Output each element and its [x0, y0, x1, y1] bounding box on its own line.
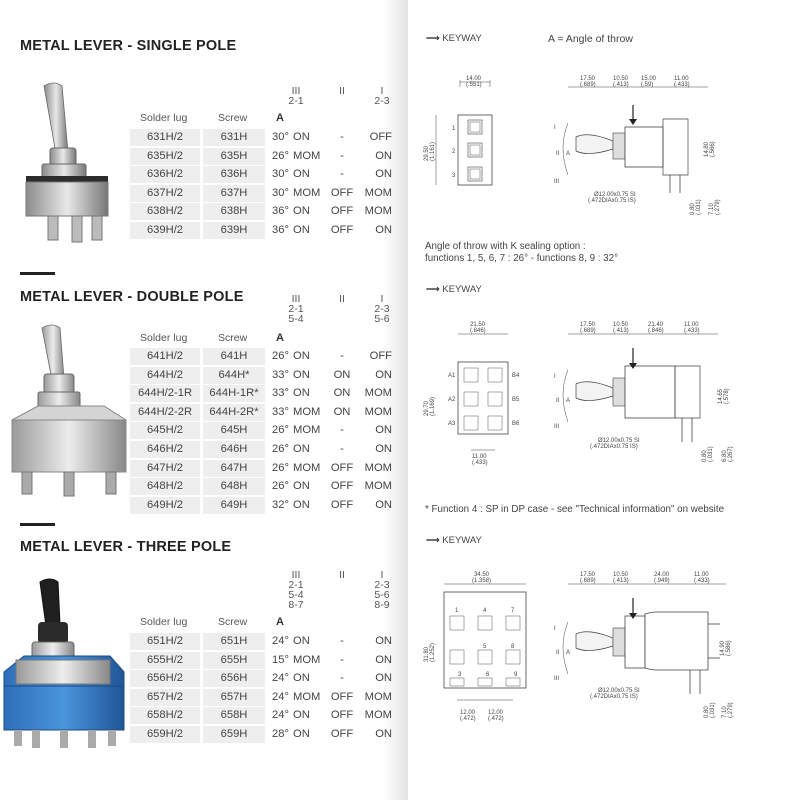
function-4-note: * Function 4 : SP in DP case - see "Technical information" on website — [425, 504, 725, 515]
term-3: 3 — [452, 173, 456, 179]
double-pole-position-header: II — [339, 293, 345, 305]
svg-text:31.80: 31.80 — [424, 646, 430, 662]
svg-text:(.433): (.433) — [674, 82, 690, 88]
double-pole-position-header: 2-1 — [288, 303, 304, 315]
pos3-cell: MOM — [293, 690, 321, 703]
svg-text:(.689): (.689) — [580, 82, 596, 88]
angle-cell: 33° — [272, 368, 289, 381]
screw-cell: 644H* — [203, 367, 265, 384]
screw-cell: 636H — [203, 166, 265, 183]
svg-text:(1.252): (1.252) — [430, 642, 436, 662]
single-pole-position-header: III — [291, 85, 301, 97]
single-pole-solder-lug-header: Solder lug — [140, 112, 188, 124]
svg-text:B4: B4 — [512, 373, 520, 379]
solder-lug-cell: 648H/2 — [130, 478, 200, 495]
pos1-cell: ON — [375, 672, 392, 685]
svg-text:(.566): (.566) — [710, 141, 716, 157]
solder-lug-cell: 639H/2 — [130, 222, 200, 239]
svg-text:7: 7 — [511, 608, 515, 614]
screw-cell: 657H — [203, 689, 265, 706]
angle-cell: 24° — [272, 635, 289, 647]
arrow-right-icon: ⟶ — [426, 284, 440, 295]
right-page — [408, 0, 800, 800]
screw-cell: 647H — [203, 460, 265, 477]
svg-text:10.50: 10.50 — [613, 572, 629, 578]
pos3-cell: ON — [293, 498, 310, 511]
three-pole-position-header: 5-4 — [288, 589, 304, 601]
arrow-right-icon: ⟶ — [426, 33, 440, 44]
angle-legend: A = Angle of throw — [548, 33, 633, 45]
k-sealing-note: Angle of throw with K sealing option : — [425, 241, 586, 252]
pos2-cell: - — [340, 443, 344, 455]
solder-lug-cell: 631H/2 — [130, 129, 200, 146]
svg-text:II: II — [556, 650, 560, 656]
pos3-cell: MOM — [293, 149, 321, 162]
three-pole-position-header: 5-6 — [374, 589, 390, 601]
screw-cell: 655H — [203, 652, 265, 669]
pos3-cell: ON — [293, 443, 310, 455]
pos1-cell: ON — [375, 728, 392, 740]
screw-cell: 638H — [203, 203, 265, 220]
svg-text:10.50: 10.50 — [613, 322, 629, 328]
svg-text:14.80: 14.80 — [704, 141, 710, 157]
single-pole-section-title: METAL LEVER - SINGLE POLE — [20, 38, 237, 54]
screw-cell: 645H — [203, 422, 265, 439]
pos1-cell: ON — [375, 443, 392, 455]
pos2-cell: OFF — [330, 728, 354, 740]
svg-text:10.50: 10.50 — [613, 76, 629, 82]
three-pole-side-view — [554, 572, 734, 718]
pos1-cell: ON — [375, 498, 392, 511]
svg-text:(.689): (.689) — [580, 328, 596, 334]
svg-text:7.10: 7.10 — [709, 203, 715, 215]
angle-cell: 33° — [272, 405, 289, 418]
three-pole-position-header: 8-9 — [374, 599, 390, 611]
svg-text:I: I — [554, 374, 556, 380]
pos1-cell: MOM — [364, 480, 392, 493]
single-pole-side-view — [554, 76, 721, 215]
double-pole-side-view — [554, 322, 734, 462]
double-pole-drawing — [408, 320, 800, 480]
screw-cell: 644H-2R* — [203, 404, 265, 421]
double-pole-position-header: 5-6 — [374, 313, 390, 325]
three-pole-section-title: METAL LEVER - THREE POLE — [20, 539, 232, 555]
svg-text:8: 8 — [511, 644, 515, 650]
pos2-cell: ON — [333, 368, 351, 381]
pos2-cell: OFF — [330, 461, 354, 474]
three-pole-position-header: 2-1 — [288, 579, 304, 591]
three-pole-switch-photo — [0, 576, 130, 754]
pos1-cell: OFF — [369, 131, 392, 143]
svg-text:11.00: 11.00 — [684, 322, 699, 328]
single-pole-position-header: 2-3 — [374, 95, 390, 107]
pos3-cell: ON — [293, 635, 310, 647]
angle-cell: 26° — [272, 149, 289, 162]
svg-text:24.00: 24.00 — [654, 572, 670, 578]
svg-text:4: 4 — [483, 608, 487, 614]
single-pole-position-header: 2-1 — [288, 95, 304, 107]
pos1-cell: MOM — [364, 461, 392, 474]
dim-w1: 14.00 — [466, 76, 482, 82]
double-pole-screw-header: Screw — [218, 332, 248, 344]
pos2-cell: - — [340, 350, 344, 362]
svg-text:11.00: 11.00 — [694, 572, 709, 578]
angle-cell: 26° — [272, 350, 289, 362]
svg-text:(.413): (.413) — [613, 578, 629, 584]
pos1-cell: ON — [375, 368, 392, 381]
svg-text:(1.358): (1.358) — [472, 578, 492, 584]
single-pole-angle-header: A — [276, 112, 284, 124]
three-pole-angle-header: A — [276, 616, 284, 628]
svg-text:A1: A1 — [448, 373, 456, 379]
svg-text:(.433): (.433) — [472, 460, 488, 466]
pos1-cell: ON — [375, 168, 392, 181]
pos3-cell: MOM — [293, 461, 321, 474]
solder-lug-cell: 659H/2 — [130, 726, 200, 743]
pos3-cell: MOM — [293, 405, 321, 418]
single-pole-screw-header: Screw — [218, 112, 248, 124]
three-pole-position-header: 2-3 — [374, 579, 390, 591]
pos2-cell: OFF — [330, 186, 354, 199]
pos3-cell: MOM — [293, 424, 321, 437]
screw-cell: 659H — [203, 726, 265, 743]
three-pole-front-view — [424, 572, 526, 722]
svg-text:I: I — [554, 125, 556, 131]
svg-text:9: 9 — [514, 672, 518, 678]
pos1-cell: MOM — [364, 205, 392, 218]
solder-lug-cell: 644H/2 — [130, 367, 200, 384]
pos1-cell: MOM — [364, 387, 392, 400]
double-pole-front-view — [424, 322, 520, 466]
pos1-cell: ON — [375, 653, 392, 666]
pos1-cell: OFF — [369, 350, 392, 362]
svg-text:21.50: 21.50 — [470, 322, 486, 328]
pos2-cell: - — [340, 131, 344, 143]
svg-text:6.80: 6.80 — [722, 450, 728, 462]
angle-cell: 26° — [272, 461, 289, 474]
double-pole-angle-header: A — [276, 332, 284, 344]
angle-cell: 33° — [272, 387, 289, 400]
double-pole-section-bar — [20, 272, 55, 275]
solder-lug-cell: 646H/2 — [130, 441, 200, 458]
single-pole-switch-photo — [18, 78, 123, 248]
solder-lug-cell: 638H/2 — [130, 203, 200, 220]
svg-text:(1.169): (1.169) — [430, 396, 436, 416]
svg-text:(.846): (.846) — [648, 328, 664, 334]
solder-lug-cell: 656H/2 — [130, 670, 200, 687]
svg-text:A3: A3 — [448, 421, 456, 427]
svg-text:(.689): (.689) — [580, 578, 596, 584]
screw-cell: 651H — [203, 633, 265, 650]
svg-text:(.413): (.413) — [613, 82, 629, 88]
svg-text:(.472DIAx0.75 IS): (.472DIAx0.75 IS) — [588, 198, 636, 204]
svg-text:(.472DIAx0.75 IS): (.472DIAx0.75 IS) — [590, 444, 638, 450]
svg-text:1: 1 — [455, 608, 459, 614]
solder-lug-cell: 647H/2 — [130, 460, 200, 477]
svg-text:(.578): (.578) — [724, 388, 730, 404]
pos3-cell: ON — [293, 224, 310, 236]
svg-text:0.80: 0.80 — [704, 706, 710, 718]
angle-cell: 30° — [272, 168, 289, 181]
svg-text:(.433): (.433) — [694, 578, 710, 584]
angle-cell: 26° — [272, 424, 289, 437]
svg-text:(.031): (.031) — [696, 199, 702, 215]
svg-text:0.80: 0.80 — [690, 203, 696, 215]
svg-text:A2: A2 — [448, 397, 456, 403]
solder-lug-cell: 658H/2 — [130, 707, 200, 724]
angle-cell: 30° — [272, 186, 289, 199]
svg-text:(.031): (.031) — [710, 702, 716, 718]
svg-text:5: 5 — [483, 644, 487, 650]
solder-lug-cell: 649H/2 — [130, 497, 200, 514]
svg-text:II: II — [556, 398, 560, 404]
svg-text:III: III — [554, 179, 560, 185]
angle-cell: 28° — [272, 728, 289, 740]
angle-cell: 30° — [272, 131, 289, 143]
three-pole-screw-header: Screw — [218, 616, 248, 628]
angle-cell: 24° — [272, 690, 289, 703]
svg-text:12.00: 12.00 — [460, 710, 476, 716]
pos3-cell: ON — [293, 368, 310, 381]
svg-text:(.031): (.031) — [708, 446, 714, 462]
pos1-cell: MOM — [364, 709, 392, 722]
pos2-cell: - — [340, 672, 344, 685]
pos3-cell: ON — [293, 709, 310, 722]
solder-lug-cell: 651H/2 — [130, 633, 200, 650]
single-pole-front-view — [424, 76, 492, 185]
svg-text:III: III — [554, 424, 560, 430]
double-pole-position-header: 5-4 — [288, 313, 304, 325]
double-pole-position-header: III — [291, 293, 301, 305]
svg-text:12.00: 12.00 — [488, 710, 504, 716]
svg-text:A: A — [566, 650, 571, 656]
single-pole-position-header: I — [380, 85, 384, 97]
term-1: 1 — [452, 126, 456, 132]
svg-text:0.80: 0.80 — [702, 450, 708, 462]
svg-text:(.59): (.59) — [641, 82, 654, 88]
svg-text:Ø12.00x0.75 SI: Ø12.00x0.75 SI — [598, 688, 640, 694]
angle-cell: 32° — [272, 498, 289, 511]
screw-cell: 648H — [203, 478, 265, 495]
single-pole-drawing — [408, 75, 800, 225]
svg-text:(.279): (.279) — [715, 199, 721, 215]
angle-cell: 36° — [272, 224, 289, 236]
keyway-label-3: ⟶ KEYWAY — [426, 535, 482, 546]
angle-cell: 26° — [272, 443, 289, 455]
svg-text:I: I — [554, 626, 556, 632]
pos2-cell: ON — [333, 405, 351, 418]
svg-text:(.413): (.413) — [613, 328, 629, 334]
solder-lug-cell: 635H/2 — [130, 148, 200, 165]
angle-cell: 15° — [272, 653, 289, 666]
three-pole-position-header: I — [380, 569, 384, 581]
svg-text:(.949): (.949) — [654, 578, 670, 584]
double-pole-position-header: 2-3 — [374, 303, 390, 315]
svg-text:A: A — [566, 398, 571, 404]
svg-text:(.846): (.846) — [470, 328, 486, 334]
solder-lug-cell: 657H/2 — [130, 689, 200, 706]
pos1-cell: MOM — [364, 690, 392, 703]
pos3-cell: ON — [293, 728, 310, 740]
svg-text:17.50: 17.50 — [580, 572, 596, 578]
double-pole-section-title: METAL LEVER - DOUBLE POLE — [20, 289, 244, 305]
three-pole-position-header: III — [291, 569, 301, 581]
screw-cell: 646H — [203, 441, 265, 458]
pos3-cell: ON — [293, 131, 310, 143]
pos1-cell: ON — [375, 224, 392, 236]
three-pole-solder-lug-header: Solder lug — [140, 616, 188, 628]
solder-lug-cell: 636H/2 — [130, 166, 200, 183]
three-pole-drawing — [408, 568, 800, 738]
svg-text:(.472): (.472) — [488, 716, 504, 722]
term-2: 2 — [452, 149, 456, 155]
svg-text:6: 6 — [486, 672, 490, 678]
svg-text:14.65: 14.65 — [718, 388, 724, 404]
pos3-cell: MOM — [293, 653, 321, 666]
pos1-cell: ON — [375, 149, 392, 162]
pos3-cell: ON — [293, 168, 310, 181]
svg-text:29.70: 29.70 — [424, 400, 430, 416]
pos3-cell: ON — [293, 387, 310, 400]
svg-text:11.00: 11.00 — [674, 76, 689, 82]
pos3-cell: MOM — [293, 186, 321, 199]
pos1-cell: ON — [375, 635, 392, 647]
svg-text:21.40: 21.40 — [648, 322, 664, 328]
dim-h1i: (1.161) — [430, 141, 436, 161]
angle-cell: 24° — [272, 672, 289, 685]
screw-cell: 656H — [203, 670, 265, 687]
dim-w1i: (.551) — [466, 82, 482, 88]
svg-text:(.472): (.472) — [460, 716, 476, 722]
svg-text:A: A — [566, 151, 571, 157]
k-sealing-note-2: functions 1, 5, 6, 7 : 26° - functions 8, 9 : 32° — [425, 253, 619, 264]
keyway-label-2: ⟶ KEYWAY — [426, 284, 482, 295]
pos2-cell: OFF — [330, 224, 354, 236]
double-pole-solder-lug-header: Solder lug — [140, 332, 188, 344]
three-pole-position-header: II — [339, 569, 345, 581]
pos2-cell: OFF — [330, 498, 354, 511]
solder-lug-cell: 645H/2 — [130, 422, 200, 439]
pos3-cell: ON — [293, 205, 310, 218]
pos1-cell: MOM — [364, 405, 392, 418]
screw-cell: 641H — [203, 348, 265, 365]
screw-cell: 639H — [203, 222, 265, 239]
double-pole-position-header: I — [380, 293, 384, 305]
svg-text:III: III — [554, 676, 560, 682]
pos2-cell: - — [340, 149, 344, 162]
angle-cell: 24° — [272, 709, 289, 722]
svg-text:7.10: 7.10 — [722, 706, 728, 718]
pos2-cell: - — [340, 424, 344, 437]
svg-text:B6: B6 — [512, 421, 520, 427]
svg-text:Ø12.00x0.75 SI: Ø12.00x0.75 SI — [594, 192, 636, 198]
svg-text:(.472DIAx0.75 IS): (.472DIAx0.75 IS) — [590, 694, 638, 700]
keyway-label-1: ⟶ KEYWAY — [426, 33, 482, 44]
dim-h1: 29.50 — [424, 145, 430, 161]
pos1-cell: MOM — [364, 186, 392, 199]
svg-text:II: II — [556, 151, 560, 157]
pos1-cell: ON — [375, 424, 392, 437]
svg-text:(.279): (.279) — [728, 702, 734, 718]
angle-cell: 36° — [272, 205, 289, 218]
svg-text:34.50: 34.50 — [474, 572, 490, 578]
pos3-cell: ON — [293, 350, 310, 362]
screw-cell: 649H — [203, 497, 265, 514]
svg-text:3: 3 — [458, 672, 462, 678]
pos3-cell: ON — [293, 480, 310, 493]
pos2-cell: - — [340, 168, 344, 181]
pos2-cell: OFF — [330, 205, 354, 218]
angle-cell: 26° — [272, 480, 289, 493]
svg-text:(.586): (.586) — [726, 640, 732, 656]
svg-text:(.433): (.433) — [684, 328, 700, 334]
double-pole-switch-photo — [8, 322, 133, 500]
screw-cell: 631H — [203, 129, 265, 146]
solder-lug-cell: 641H/2 — [130, 348, 200, 365]
single-pole-position-header: II — [339, 85, 345, 97]
svg-text:B5: B5 — [512, 397, 520, 403]
pos2-cell: OFF — [330, 709, 354, 722]
solder-lug-cell: 644H/2-1R — [130, 385, 200, 402]
screw-cell: 637H — [203, 185, 265, 202]
three-pole-section-bar — [20, 523, 55, 526]
pos3-cell: ON — [293, 672, 310, 685]
svg-text:17.50: 17.50 — [580, 322, 596, 328]
solder-lug-cell: 655H/2 — [130, 652, 200, 669]
pos2-cell: OFF — [330, 480, 354, 493]
svg-text:14.90: 14.90 — [720, 640, 726, 656]
solder-lug-cell: 644H/2-2R — [130, 404, 200, 421]
pos2-cell: ON — [333, 387, 351, 400]
pos2-cell: - — [340, 635, 344, 647]
svg-text:15.00: 15.00 — [641, 76, 657, 82]
svg-text:11.00: 11.00 — [472, 454, 487, 460]
svg-text:Ø12.00x0.75 SI: Ø12.00x0.75 SI — [598, 438, 640, 444]
pos2-cell: OFF — [330, 690, 354, 703]
svg-text:17.50: 17.50 — [580, 76, 596, 82]
three-pole-position-header: 8-7 — [288, 599, 304, 611]
screw-cell: 644H-1R* — [203, 385, 265, 402]
arrow-right-icon: ⟶ — [426, 535, 440, 546]
solder-lug-cell: 637H/2 — [130, 185, 200, 202]
pos2-cell: - — [340, 653, 344, 666]
svg-text:(.267): (.267) — [728, 446, 734, 462]
screw-cell: 658H — [203, 707, 265, 724]
screw-cell: 635H — [203, 148, 265, 165]
